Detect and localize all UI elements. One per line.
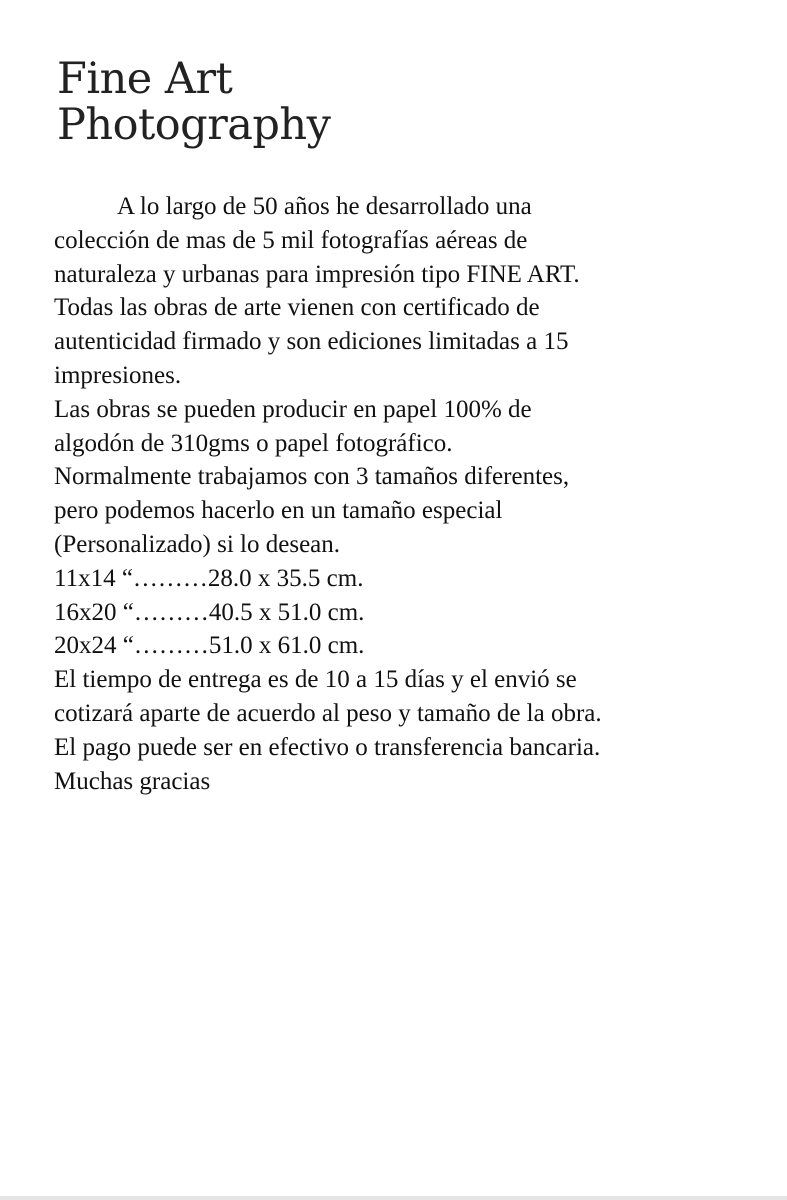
text-line: Las obras se pueden producir en papel 100% de: [54, 395, 532, 423]
closing-line: Muchas gracias: [54, 767, 211, 795]
body-paragraph: [54, 190, 754, 798]
text-line: pero podemos hacerlo en un tamaño especial: [54, 497, 503, 525]
text-line: El tiempo de entrega es de 10 a 15 días y el envió se: [54, 666, 577, 694]
text-line: algodón de 310gms o papel fotográfico.: [54, 429, 453, 457]
text-line: naturaleza y urbanas para impresión tipo FINE ART.: [54, 260, 580, 288]
size-line-11x14: 11x14 “………28.0 x 35.5 cm.: [54, 564, 364, 592]
page-title: [57, 56, 330, 148]
size-line-20x24: 20x24 “………51.0 x 61.0 cm.: [54, 632, 365, 660]
title-line-1: Fine Art: [57, 54, 233, 104]
title-line-2: Photography: [57, 100, 331, 150]
bottom-divider: [0, 1196, 787, 1200]
text-line: El pago puede ser en efectivo o transferencia bancaria.: [54, 733, 601, 761]
intro-line: A lo largo de 50 años he desarrollado una: [117, 193, 532, 220]
text-line: Normalmente trabajamos con 3 tamaños diferentes,: [54, 463, 570, 491]
text-line: colección de mas de 5 mil fotografías aéreas de: [54, 226, 528, 254]
text-line: (Personalizado) si lo desean.: [54, 530, 341, 558]
text-line: cotizará aparte de acuerdo al peso y tamaño de la obra.: [54, 699, 602, 727]
text-line: autenticidad firmado y son ediciones limitadas a 15: [54, 328, 569, 356]
size-line-16x20: 16x20 “………40.5 x 51.0 cm.: [54, 598, 365, 626]
text-line: impresiones.: [54, 361, 182, 389]
text-line: Todas las obras de arte vienen con certificado de: [54, 294, 540, 322]
